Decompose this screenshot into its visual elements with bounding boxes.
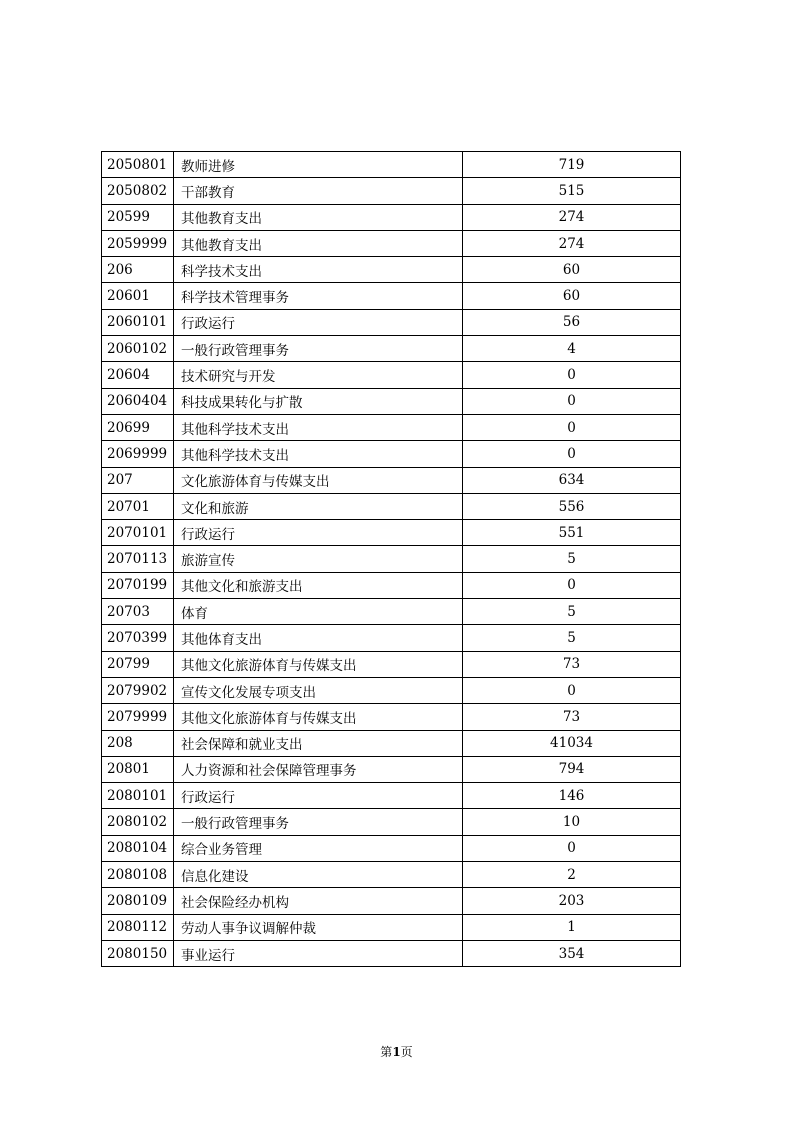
name-cell: 文化和旅游	[174, 493, 463, 519]
name-cell: 社会保障和就业支出	[174, 730, 463, 756]
page-number: 1	[392, 1045, 401, 1059]
amount-cell: 556	[463, 493, 681, 519]
amount-cell: 73	[463, 651, 681, 677]
table-row	[102, 809, 681, 835]
name-cell: 行政运行	[174, 520, 463, 546]
table-row	[102, 651, 681, 677]
name-cell: 教师进修	[174, 152, 463, 178]
budget-table	[101, 151, 681, 967]
table-row	[102, 783, 681, 809]
code-cell: 20701	[102, 493, 174, 519]
code-cell: 2080104	[102, 835, 174, 861]
code-cell: 20801	[102, 756, 174, 782]
name-cell: 人力资源和社会保障管理事务	[174, 756, 463, 782]
code-cell: 20699	[102, 414, 174, 440]
name-cell: 体育	[174, 599, 463, 625]
name-cell: 干部教育	[174, 178, 463, 204]
code-cell: 208	[102, 730, 174, 756]
amount-cell: 274	[463, 230, 681, 256]
table-row	[102, 677, 681, 703]
name-cell: 其他文化和旅游支出	[174, 572, 463, 598]
name-cell: 其他科学技术支出	[174, 441, 463, 467]
code-cell: 2060101	[102, 309, 174, 335]
code-cell: 2070399	[102, 625, 174, 651]
code-cell: 206	[102, 257, 174, 283]
table-row	[102, 599, 681, 625]
name-cell: 旅游宣传	[174, 546, 463, 572]
amount-cell: 5	[463, 625, 681, 651]
code-cell: 2070199	[102, 572, 174, 598]
amount-cell: 41034	[463, 730, 681, 756]
code-cell: 2080150	[102, 940, 174, 966]
amount-cell: 0	[463, 414, 681, 440]
table-row	[102, 283, 681, 309]
name-cell: 科学技术支出	[174, 257, 463, 283]
table-row	[102, 230, 681, 256]
name-cell: 信息化建设	[174, 862, 463, 888]
code-cell: 2060404	[102, 388, 174, 414]
table-row	[102, 546, 681, 572]
amount-cell: 0	[463, 835, 681, 861]
name-cell: 行政运行	[174, 309, 463, 335]
table-row	[102, 309, 681, 335]
name-cell: 其他文化旅游体育与传媒支出	[174, 651, 463, 677]
name-cell: 事业运行	[174, 940, 463, 966]
amount-cell: 203	[463, 888, 681, 914]
name-cell: 科学技术管理事务	[174, 283, 463, 309]
amount-cell: 10	[463, 809, 681, 835]
code-cell: 2080101	[102, 783, 174, 809]
amount-cell: 551	[463, 520, 681, 546]
code-cell: 2060102	[102, 336, 174, 362]
amount-cell: 2	[463, 862, 681, 888]
amount-cell: 515	[463, 178, 681, 204]
table-row	[102, 914, 681, 940]
code-cell: 2070101	[102, 520, 174, 546]
amount-cell: 56	[463, 309, 681, 335]
table-row	[102, 493, 681, 519]
table-row	[102, 888, 681, 914]
amount-cell: 1	[463, 914, 681, 940]
page-suffix: 页	[400, 1045, 413, 1059]
table-row	[102, 756, 681, 782]
code-cell: 2050801	[102, 152, 174, 178]
code-cell: 2080102	[102, 809, 174, 835]
name-cell: 科技成果转化与扩散	[174, 388, 463, 414]
table-row	[102, 152, 681, 178]
amount-cell: 0	[463, 388, 681, 414]
table-row	[102, 704, 681, 730]
amount-cell: 634	[463, 467, 681, 493]
code-cell: 20601	[102, 283, 174, 309]
code-cell: 2080109	[102, 888, 174, 914]
page-footer	[0, 1043, 793, 1060]
code-cell: 2079902	[102, 677, 174, 703]
table-row	[102, 336, 681, 362]
amount-cell: 4	[463, 336, 681, 362]
name-cell: 技术研究与开发	[174, 362, 463, 388]
name-cell: 综合业务管理	[174, 835, 463, 861]
code-cell: 2070113	[102, 546, 174, 572]
amount-cell: 794	[463, 756, 681, 782]
code-cell: 2079999	[102, 704, 174, 730]
amount-cell: 146	[463, 783, 681, 809]
amount-cell: 719	[463, 152, 681, 178]
amount-cell: 0	[463, 441, 681, 467]
code-cell: 20703	[102, 599, 174, 625]
amount-cell: 60	[463, 283, 681, 309]
table-row	[102, 730, 681, 756]
code-cell: 2080112	[102, 914, 174, 940]
amount-cell: 0	[463, 362, 681, 388]
name-cell: 其他文化旅游体育与传媒支出	[174, 704, 463, 730]
code-cell: 207	[102, 467, 174, 493]
name-cell: 一般行政管理事务	[174, 336, 463, 362]
table-row	[102, 204, 681, 230]
table-row	[102, 362, 681, 388]
table-row	[102, 572, 681, 598]
name-cell: 其他教育支出	[174, 230, 463, 256]
name-cell: 文化旅游体育与传媒支出	[174, 467, 463, 493]
name-cell: 劳动人事争议调解仲裁	[174, 914, 463, 940]
amount-cell: 0	[463, 572, 681, 598]
table-row	[102, 862, 681, 888]
table-row	[102, 178, 681, 204]
code-cell: 20599	[102, 204, 174, 230]
code-cell: 20604	[102, 362, 174, 388]
code-cell: 20799	[102, 651, 174, 677]
name-cell: 其他体育支出	[174, 625, 463, 651]
table-row	[102, 388, 681, 414]
name-cell: 社会保险经办机构	[174, 888, 463, 914]
amount-cell: 5	[463, 599, 681, 625]
table-body	[102, 152, 681, 967]
amount-cell: 0	[463, 677, 681, 703]
amount-cell: 73	[463, 704, 681, 730]
table-row	[102, 467, 681, 493]
name-cell: 行政运行	[174, 783, 463, 809]
name-cell: 一般行政管理事务	[174, 809, 463, 835]
table-row	[102, 940, 681, 966]
table-row	[102, 441, 681, 467]
name-cell: 其他教育支出	[174, 204, 463, 230]
code-cell: 2069999	[102, 441, 174, 467]
amount-cell: 5	[463, 546, 681, 572]
amount-cell: 274	[463, 204, 681, 230]
table-row	[102, 414, 681, 440]
table-row	[102, 625, 681, 651]
name-cell: 宣传文化发展专项支出	[174, 677, 463, 703]
code-cell: 2080108	[102, 862, 174, 888]
table-row	[102, 257, 681, 283]
page-prefix: 第	[380, 1045, 393, 1059]
code-cell: 2050802	[102, 178, 174, 204]
amount-cell: 354	[463, 940, 681, 966]
name-cell: 其他科学技术支出	[174, 414, 463, 440]
code-cell: 2059999	[102, 230, 174, 256]
table-row	[102, 835, 681, 861]
table-row	[102, 520, 681, 546]
amount-cell: 60	[463, 257, 681, 283]
